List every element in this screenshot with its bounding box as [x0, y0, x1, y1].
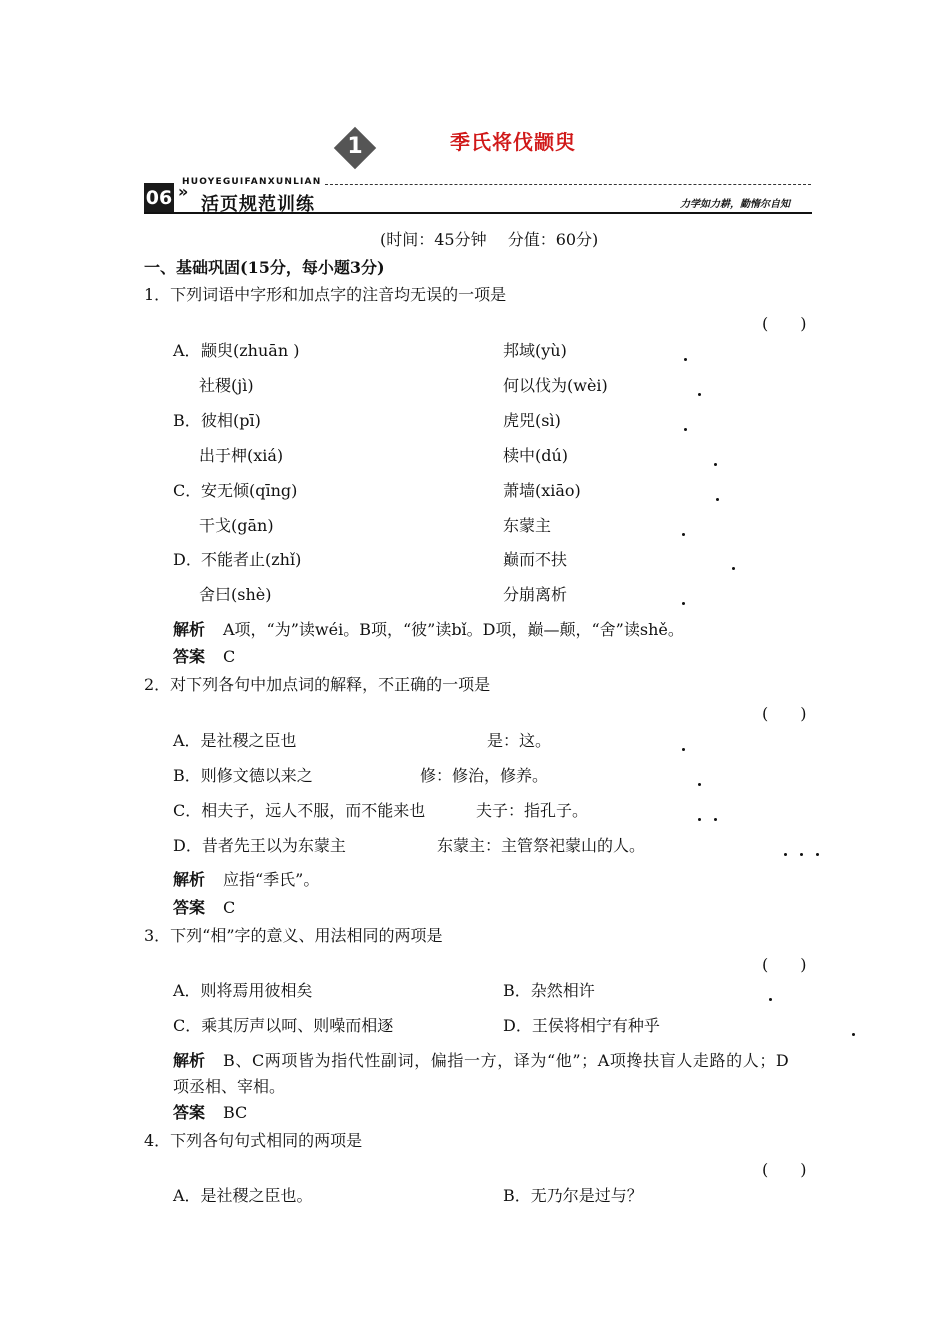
- section-number: 06: [145, 187, 173, 209]
- chevron-icon: »: [178, 182, 189, 201]
- q1-option-a-3: 社稷(jì): [199, 376, 254, 395]
- section-title: 活页规范训练: [201, 194, 315, 215]
- section-number-box: [144, 183, 174, 213]
- q1-option-b-3: 出于柙(xiá): [199, 446, 284, 465]
- q2-option-a: A．是社稷之臣也: [173, 731, 297, 750]
- q2-answer: C: [223, 898, 236, 917]
- q3-answer-label: 答案: [173, 1103, 206, 1122]
- q1-option-b-label: B．: [173, 411, 201, 430]
- q4-option-a: A．是社稷之臣也。: [173, 1186, 313, 1205]
- q3-analysis-label: 解析: [173, 1051, 206, 1070]
- q3-option-d: D．王侯将相宁有种乎: [503, 1016, 660, 1035]
- q1-option-c-3: 干戈(gān): [199, 516, 274, 535]
- header-dashed-line: [325, 184, 811, 185]
- q1-answer: C: [223, 647, 236, 666]
- q1-option-d-label: D．: [173, 550, 202, 569]
- lesson-title: 季氏将伐颛臾: [450, 130, 576, 154]
- q2-stem: 2．对下列各句中加点词的解释，不正确的一项是: [144, 675, 491, 694]
- q3-analysis-line2: 项丞相、宰相。: [173, 1077, 286, 1096]
- q3-option-b: B．杂然相许: [503, 981, 595, 1000]
- q1-answer-label: 答案: [173, 647, 206, 666]
- q2-option-d-explanation: 东蒙主：主管祭祀蒙山的人。: [437, 836, 646, 855]
- q1-option-d-4: 分崩离析: [503, 585, 568, 604]
- q4-stem: 4．下列各句句式相同的两项是: [144, 1131, 363, 1150]
- q4-option-b: B．无乃尔是过与？: [503, 1186, 643, 1205]
- q2-option-d: D．昔者先王以为东蒙主: [173, 836, 346, 855]
- motto: 力学如力耕，勤惰尔自知: [680, 199, 790, 210]
- q3-answer: BC: [223, 1103, 248, 1122]
- q2-option-a-explanation: 是：这。: [487, 731, 552, 750]
- q1-analysis: A项，“为”读wéi。B项，“彼”读bǐ。D项，巅—颠，“舍”读shě。: [223, 620, 684, 639]
- q2-option-c-explanation: 夫子：指孔子。: [476, 801, 589, 820]
- q1-analysis-label: 解析: [173, 620, 206, 639]
- q1-option-c-label: C．: [173, 481, 202, 500]
- time-score-info: (时间：45分钟 分值：60分): [380, 230, 599, 249]
- q2-option-b: B．则修文德以来之: [173, 766, 313, 785]
- q3-option-c: C．乘其厉声以呵、则噪而相逐: [173, 1016, 394, 1035]
- q1-option-a-2: 邦域(yù): [503, 341, 567, 360]
- q1-option-c-1: 安无倾(qīng): [201, 481, 298, 500]
- q3-answer-paren: ( ): [762, 955, 807, 974]
- q1-stem: 1．下列词语中字形和加点字的注音均无误的一项是: [144, 285, 507, 304]
- lesson-badge: [334, 127, 376, 169]
- q2-answer-label: 答案: [173, 898, 206, 917]
- q3-stem: 3．下列“相”字的意义、用法相同的两项是: [144, 926, 443, 945]
- q3-option-a: A．则将焉用彼相矣: [173, 981, 313, 1000]
- q1-option-a-4: 何以伐为(wèi): [503, 376, 608, 395]
- lesson-number: 1: [347, 134, 363, 159]
- q1-option-b-2: 虎兕(sì): [503, 411, 561, 430]
- q1-option-b-1: 彼相(pī): [201, 411, 261, 430]
- q1-option-c-4: 东蒙主: [503, 516, 552, 535]
- q1-option-d-1: 不能者止(zhǐ): [201, 550, 302, 569]
- q2-option-b-explanation: 修：修治，修养。: [420, 766, 549, 785]
- q1-option-d-3: 舍曰(shè): [199, 585, 272, 604]
- q1-answer-paren: ( ): [762, 314, 807, 333]
- q1-option-d-2: 巅而不扶: [503, 550, 568, 569]
- q1-option-b-4: 椟中(dú): [503, 446, 569, 465]
- q2-analysis: 应指“季氏”。: [223, 870, 320, 889]
- q2-answer-paren: ( ): [762, 704, 807, 723]
- q1-option-a-1: 颛臾(zhuān ): [201, 341, 300, 360]
- q4-answer-paren: ( ): [762, 1160, 807, 1179]
- q2-analysis-label: 解析: [173, 870, 206, 889]
- header-rule: [144, 212, 812, 214]
- q2-option-c: C．相夫子，远人不服，而不能来也: [173, 801, 426, 820]
- q1-option-c-2: 萧墙(xiāo): [503, 481, 581, 500]
- section-pinyin: HUOYEGUIFANXUNLIAN: [182, 177, 322, 187]
- q3-analysis-line1: B、C两项皆为指代性副词，偏指一方，译为“他”；A项搀扶盲人走路的人；D: [223, 1051, 790, 1070]
- q1-option-a-label: A．: [173, 341, 201, 360]
- part1-title: 一、基础巩固(15分，每小题3分): [144, 258, 385, 277]
